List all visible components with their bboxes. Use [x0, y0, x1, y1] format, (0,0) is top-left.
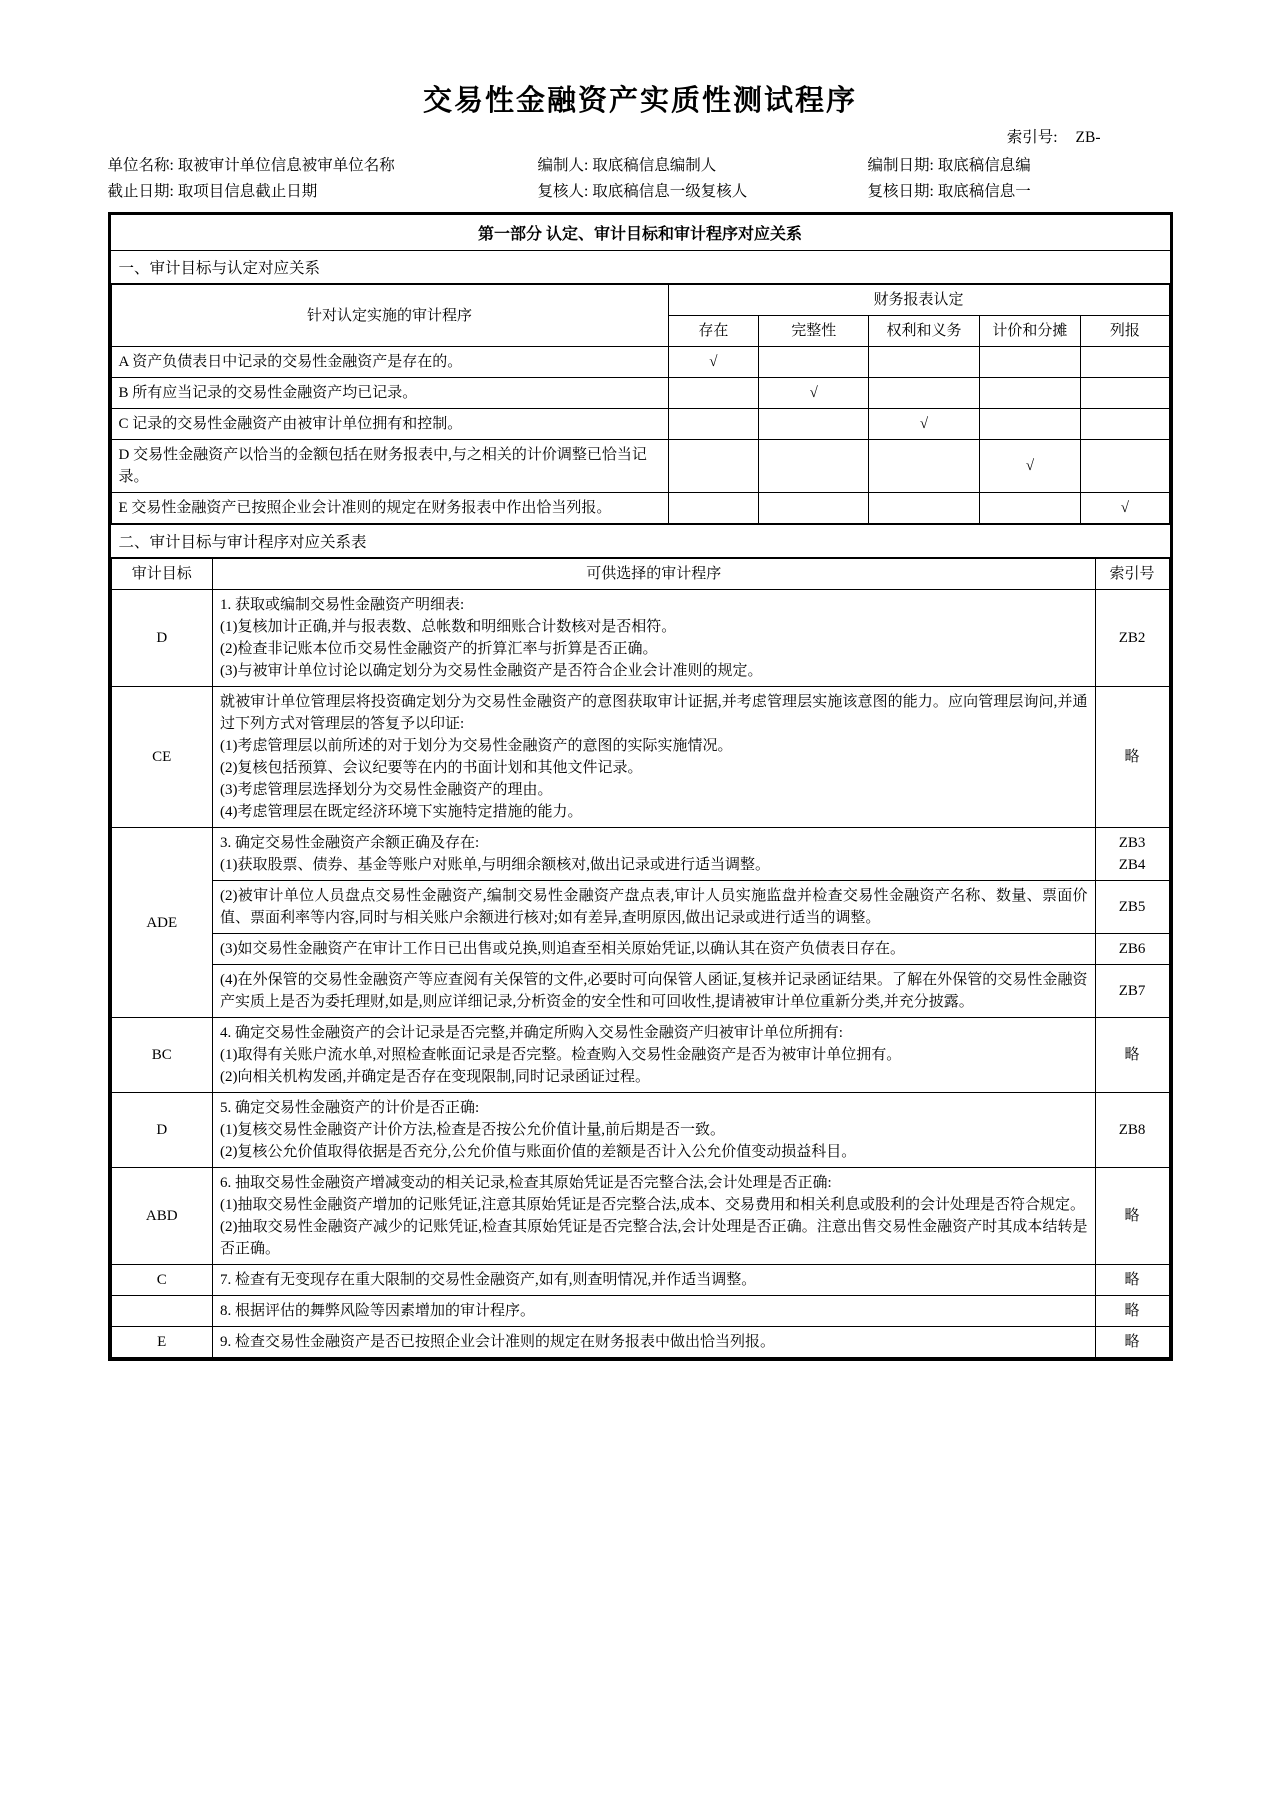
index-cell: ZB3 ZB4: [1095, 828, 1169, 881]
prepare-date-label: 编制日期:: [867, 157, 934, 174]
review-date-value: 取底稿信息一: [937, 183, 1031, 200]
procedure-header-row: [111, 559, 1169, 590]
index-cell: ZB8: [1095, 1093, 1169, 1168]
assertion-group-header: 财务报表认定: [668, 285, 1169, 316]
table-row: [111, 378, 1169, 409]
audit-procedure-cell: (2)被审计单位人员盘点交易性金融资产,编制交易性金融资产盘点表,审计人员实施监盘并检查交易性金融资产名称、数量、票面价值、票面利率等内容,同时与相关账户余额进行核对;如有差异,查明原因,做出记录或进行适当的调整。: [212, 881, 1095, 934]
table-row: [111, 1093, 1169, 1168]
unit-value: 取被审计单位信息被审单位名称: [177, 157, 395, 174]
section-1-header: 第一部分 认定、审计目标和审计程序对应关系: [111, 215, 1170, 251]
deadline-label: 截止日期:: [107, 183, 174, 200]
assertion-mark-cell: [1081, 378, 1169, 409]
audit-procedure-cell: (4)在外保管的交易性金融资产等应查阅有关保管的文件,必要时可向保管人函证,复核并记录函证结果。了解在外保管的交易性金融资产实质上是否为委托理财,如是,则应详细记录,分析资金的安全性和可回收性,提请被审计单位重新分类,并充分披露。: [212, 965, 1095, 1018]
review-date-label: 复核日期:: [867, 183, 934, 200]
audit-procedure-cell: 3. 确定交易性金融资产余额正确及存在: (1)获取股票、债券、基金等账户对账单,与明细余额核对,做出记录或进行适当调整。: [212, 828, 1095, 881]
table-row: [111, 965, 1169, 1018]
index-cell: ZB5: [1095, 881, 1169, 934]
table-row: [111, 409, 1169, 440]
document-page: [0, 78, 1280, 1806]
assertion-col-header: 完整性: [759, 316, 869, 347]
section-1-box: [108, 212, 1173, 1361]
procedure-table: [111, 558, 1170, 1358]
assertion-mark-cell: [759, 347, 869, 378]
index-cell: 略: [1095, 1327, 1169, 1358]
assertion-mark-cell: √: [979, 440, 1080, 493]
assertion-statement: D 交易性金融资产以恰当的金额包括在财务报表中,与之相关的计价调整已恰当记录。: [111, 440, 668, 493]
table-row: [111, 1327, 1169, 1358]
assertion-mark-cell: [1081, 440, 1169, 493]
audit-procedure-cell: 8. 根据评估的舞弊风险等因素增加的审计程序。: [212, 1296, 1095, 1327]
audit-procedure-cell: 5. 确定交易性金融资产的计价是否正确: (1)复核交易性金融资产计价方法,检查是否按公允价值计量,前后期是否一致。 (2)复核公允价值取得依据是否充分,公允价值与账面价值的差额是否计入公允价值变动损益科目。: [212, 1093, 1095, 1168]
assertion-mark-cell: √: [1081, 493, 1169, 524]
index-cell: ZB7: [1095, 965, 1169, 1018]
audit-goal-cell: ADE: [111, 828, 212, 1018]
assertion-mark-cell: [979, 493, 1080, 524]
index-cell: ZB2: [1095, 590, 1169, 687]
index-cell: 略: [1095, 1296, 1169, 1327]
audit-goal-cell: C: [111, 1265, 212, 1296]
audit-procedure-cell: 6. 抽取交易性金融资产增减变动的相关记录,检查其原始凭证是否完整合法,会计处理是否正确: (1)抽取交易性金融资产增加的记账凭证,注意其原始凭证是否完整合法,成本、交易费用和相关利息或股利的会计处理是否符合规定。 (2)抽取交易性金融资产减少的记账凭证,检查其原始凭证是否完整合法,会计处理是否正确。注意出售交易性金融资产时其成本结转是否正确。: [212, 1168, 1095, 1265]
assertion-mark-cell: [869, 440, 979, 493]
assertion-statement: E 交易性金融资产已按照企业会计准则的规定在财务报表中作出恰当列报。: [111, 493, 668, 524]
preparer-field: [538, 153, 868, 179]
audit-goal-cell: [111, 1296, 212, 1327]
assertion-mark-cell: [668, 409, 758, 440]
assertion-mark-cell: [668, 440, 758, 493]
table-row: [111, 493, 1169, 524]
audit-procedure-cell: 9. 检查交易性金融资产是否已按照企业会计准则的规定在财务报表中做出恰当列报。: [212, 1327, 1095, 1358]
audit-goal-cell: D: [111, 1093, 212, 1168]
index-line: [108, 125, 1173, 151]
table-row: [111, 1168, 1169, 1265]
table-row: [111, 440, 1169, 493]
table-row: [111, 347, 1169, 378]
audit-procedure-cell: 4. 确定交易性金融资产的会计记录是否完整,并确定所购入交易性金融资产归被审计单位所拥有: (1)取得有关账户流水单,对照检查帐面记录是否完整。检查购入交易性金融资产是否为被审计单位拥有。 (2)向相关机构发函,并确定是否存在变现限制,同时记录函证过程。: [212, 1018, 1095, 1093]
preparer-value: 取底稿信息编制人: [592, 157, 717, 174]
audit-procedure-cell: (3)如交易性金融资产在审计工作日已出售或兑换,则追查至相关原始凭证,以确认其在资产负债表日存在。: [212, 934, 1095, 965]
document-meta: [108, 125, 1173, 205]
assertion-col-header: 计价和分摊: [979, 316, 1080, 347]
audit-goal-cell: D: [111, 590, 212, 687]
reviewer-field: [538, 179, 868, 205]
assertion-mark-cell: [759, 440, 869, 493]
deadline-field: [108, 179, 538, 205]
index-label: 索引号:: [1006, 129, 1058, 146]
table-row: [111, 1265, 1169, 1296]
procedure-col-header: 可供选择的审计程序: [212, 559, 1095, 590]
assertion-mark-cell: [979, 409, 1080, 440]
table-row: [111, 1018, 1169, 1093]
reviewer-value: 取底稿信息一级复核人: [592, 183, 748, 200]
assertion-col-header: 权利和义务: [869, 316, 979, 347]
assertion-mark-cell: [759, 493, 869, 524]
assertion-statement: A 资产负债表日中记录的交易性金融资产是存在的。: [111, 347, 668, 378]
assertion-mark-cell: [759, 409, 869, 440]
procedure-col-header: 索引号: [1095, 559, 1169, 590]
assertion-mark-cell: [869, 493, 979, 524]
assertion-mark-cell: [869, 347, 979, 378]
index-cell: 略: [1095, 1168, 1169, 1265]
assertion-mark-cell: √: [869, 409, 979, 440]
assertion-mark-cell: [1081, 347, 1169, 378]
assertion-statement: C 记录的交易性金融资产由被审计单位拥有和控制。: [111, 409, 668, 440]
audit-goal-cell: ABD: [111, 1168, 212, 1265]
preparer-label: 编制人:: [537, 157, 589, 174]
table-row: [111, 828, 1169, 881]
assertion-mark-cell: √: [668, 347, 758, 378]
deadline-value: 取项目信息截止日期: [177, 183, 318, 200]
audit-goal-cell: CE: [111, 687, 212, 828]
reviewer-label: 复核人:: [537, 183, 589, 200]
assertion-mark-cell: [979, 378, 1080, 409]
table-row: [111, 687, 1169, 828]
assertion-mark-cell: [869, 378, 979, 409]
prepare-date-value: 取底稿信息编: [937, 157, 1031, 174]
assertion-mark-cell: √: [759, 378, 869, 409]
assertion-mark-cell: [1081, 409, 1169, 440]
audit-goal-cell: E: [111, 1327, 212, 1358]
meta-row-2: [108, 179, 1173, 205]
index-cell: 略: [1095, 687, 1169, 828]
table-row: [111, 934, 1169, 965]
subsection-2-header: 二、审计目标与审计程序对应关系表: [111, 524, 1170, 558]
prepare-date-field: [868, 153, 1173, 179]
assertion-proc-col-header: 针对认定实施的审计程序: [111, 285, 668, 347]
audit-procedure-cell: 1. 获取或编制交易性金融资产明细表: (1)复核加计正确,并与报表数、总帐数和明细账合计数核对是否相符。 (2)检查非记账本位币交易性金融资产的折算汇率与折算是否正确。 (3)与被审计单位讨论以确定划分为交易性金融资产是否符合企业会计准则的规定。: [212, 590, 1095, 687]
assertion-header-row: [111, 285, 1169, 316]
index-cell: 略: [1095, 1265, 1169, 1296]
table-row: [111, 881, 1169, 934]
unit-field: [108, 153, 538, 179]
assertion-col-header: 列报: [1081, 316, 1169, 347]
audit-procedure-cell: 7. 检查有无变现存在重大限制的交易性金融资产,如有,则查明情况,并作适当调整。: [212, 1265, 1095, 1296]
table-row: [111, 590, 1169, 687]
audit-goal-cell: BC: [111, 1018, 212, 1093]
assertion-mark-cell: [668, 493, 758, 524]
assertion-col-header: 存在: [668, 316, 758, 347]
unit-label: 单位名称:: [107, 157, 174, 174]
assertion-table: [111, 284, 1170, 524]
page-title: 交易性金融资产实质性测试程序: [422, 85, 857, 117]
index-value: ZB-: [1075, 129, 1101, 146]
assertion-mark-cell: [979, 347, 1080, 378]
assertion-statement: B 所有应当记录的交易性金融资产均已记录。: [111, 378, 668, 409]
procedure-col-header: 审计目标: [111, 559, 212, 590]
subsection-1-header: 一、审计目标与认定对应关系: [111, 251, 1170, 284]
review-date-field: [868, 179, 1173, 205]
assertion-mark-cell: [668, 378, 758, 409]
audit-procedure-cell: 就被审计单位管理层将投资确定划分为交易性金融资产的意图获取审计证据,并考虑管理层实施该意图的能力。应向管理层询问,并通过下列方式对管理层的答复予以印证: (1)考虑管理层以前所述的对于划分为交易性金融资产的意图的实际实施情况。 (2)复核包括预算、会议纪要等在内的书面计划和其他文件记录。 (3)考虑管理层选择划分为交易性金融资产的理由。 (4)考虑管理层在既定经济环境下实施特定措施的能力。: [212, 687, 1095, 828]
table-row: [111, 1296, 1169, 1327]
meta-row-1: [108, 153, 1173, 179]
index-cell: 略: [1095, 1018, 1169, 1093]
index-cell: ZB6: [1095, 934, 1169, 965]
